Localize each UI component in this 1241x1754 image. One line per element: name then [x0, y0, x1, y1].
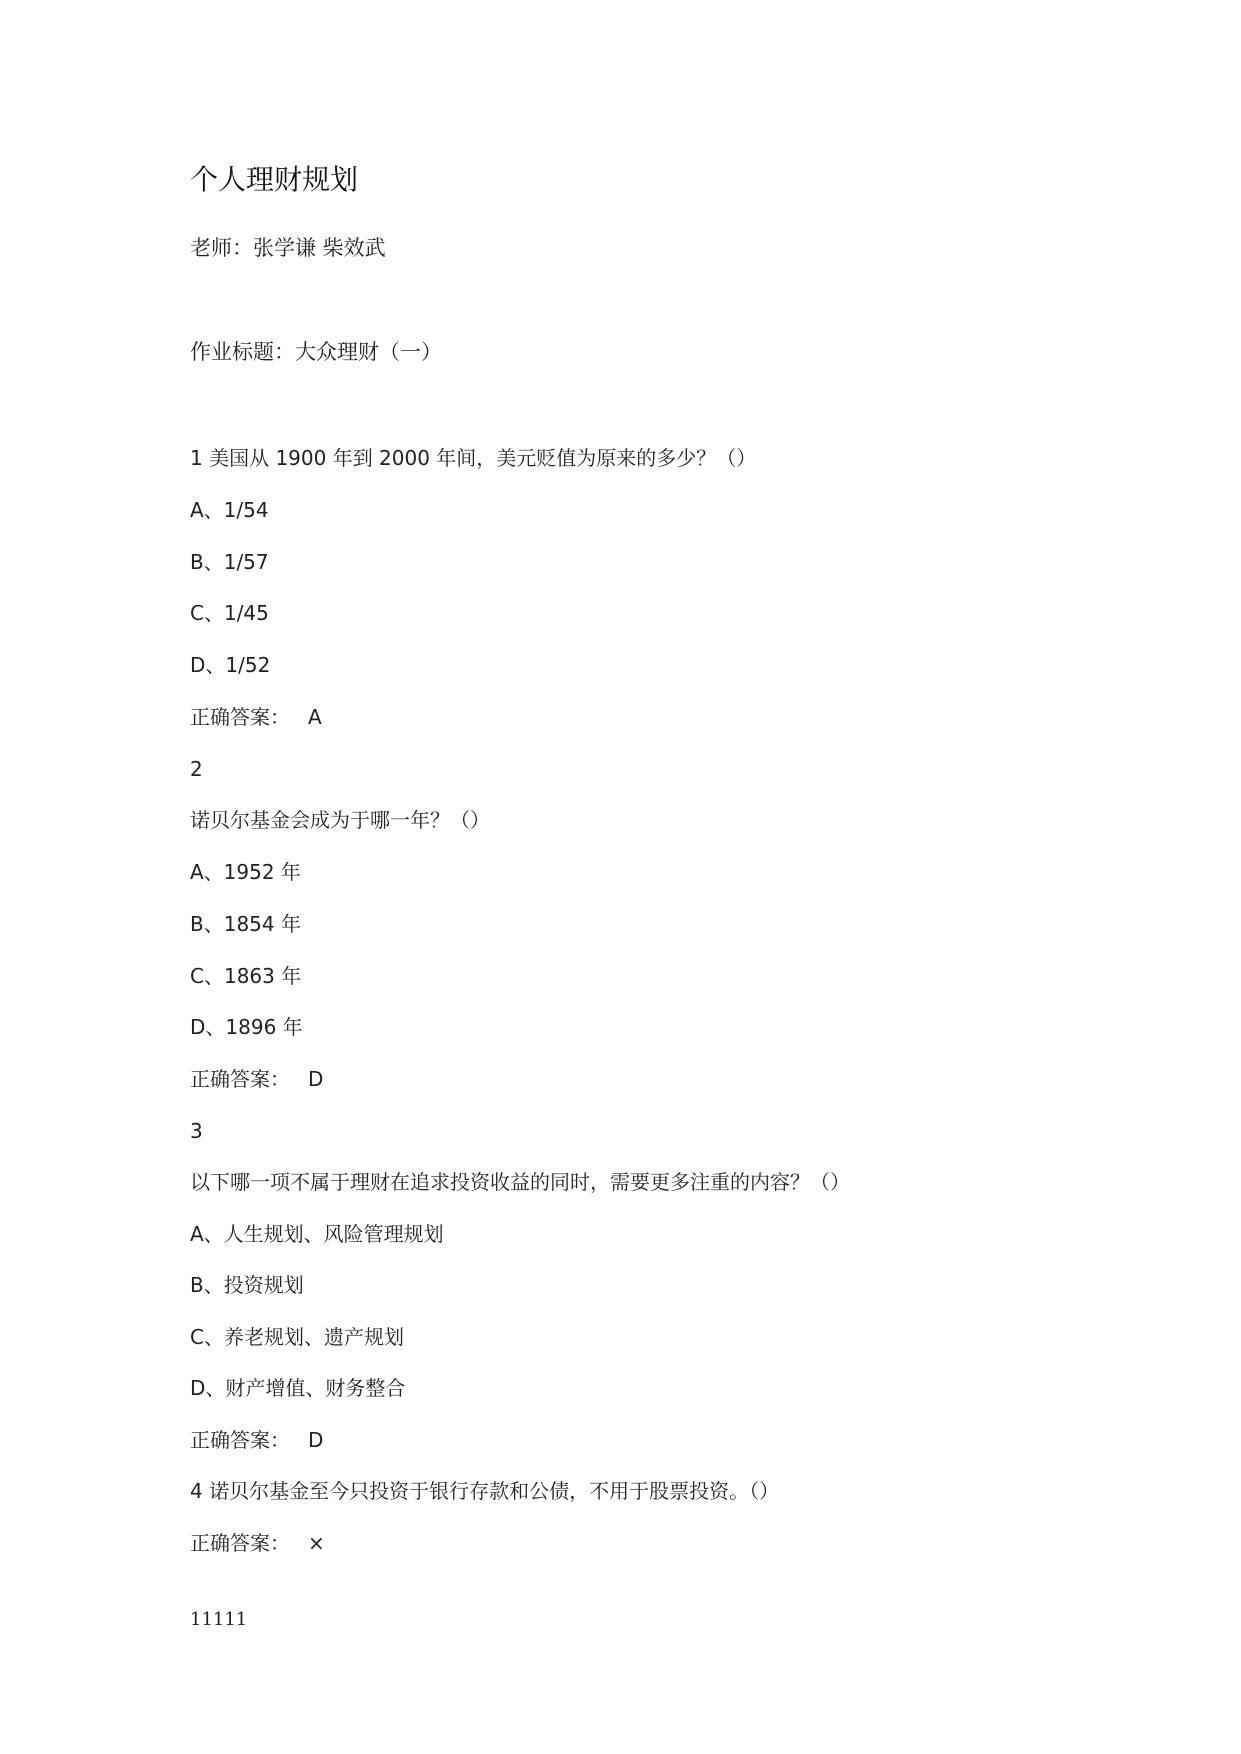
question-4-stem: 4 诺贝尔基金至今只投资于银行存款和公债，不用于股票投资。（） [190, 1479, 780, 1503]
question-2-stem: 诺贝尔基金会成为于哪一年？（） [190, 808, 490, 832]
question-2-option-d: D、1896 年 [190, 1015, 303, 1039]
question-2-number: 2 [190, 757, 203, 781]
question-1-stem: 1 美国从 1900 年到 2000 年间，美元贬值为原来的多少？（） [190, 446, 757, 470]
question-2-option-b: B、1854 年 [190, 912, 301, 936]
question-3-number: 3 [190, 1119, 203, 1143]
answer-label: 正确答案： [190, 1428, 290, 1452]
question-1-option-b: B、1/57 [190, 550, 269, 574]
question-3-stem: 以下哪一项不属于理财在追求投资收益的同时，需要更多注重的内容？（） [190, 1170, 850, 1194]
question-3-option-c: C、养老规划、遗产规划 [190, 1325, 404, 1349]
question-3-answer: D [308, 1428, 324, 1452]
answer-label: 正确答案： [190, 705, 290, 729]
footer-note: 11111 [190, 1609, 248, 1630]
question-1-answer-row [190, 703, 322, 731]
question-3-option-b: B、投资规划 [190, 1273, 304, 1297]
question-1-answer: A [308, 705, 322, 729]
question-3-answer-row [190, 1426, 323, 1454]
teacher-line: 老师：张学谦 柴效武 [190, 236, 386, 260]
question-2-option-a: A、1952 年 [190, 860, 301, 884]
question-2-option-c: C、1863 年 [190, 964, 302, 988]
document-title: 个人理财规划 [190, 163, 359, 196]
question-1-option-a: A、1/54 [190, 498, 269, 522]
question-4-answer-row [190, 1529, 325, 1557]
answer-label: 正确答案： [190, 1531, 290, 1555]
question-4-answer: × [308, 1531, 325, 1555]
question-2-answer-row [190, 1065, 323, 1093]
question-3-option-a: A、人生规划、风险管理规划 [190, 1222, 444, 1246]
question-1-option-c: C、1/45 [190, 601, 269, 625]
question-3-option-d: D、财产增值、财务整合 [190, 1376, 406, 1400]
question-2-answer: D [308, 1067, 324, 1091]
assignment-title: 作业标题：大众理财（一） [190, 340, 442, 364]
question-1-option-d: D、1/52 [190, 653, 271, 677]
answer-label: 正确答案： [190, 1067, 290, 1091]
